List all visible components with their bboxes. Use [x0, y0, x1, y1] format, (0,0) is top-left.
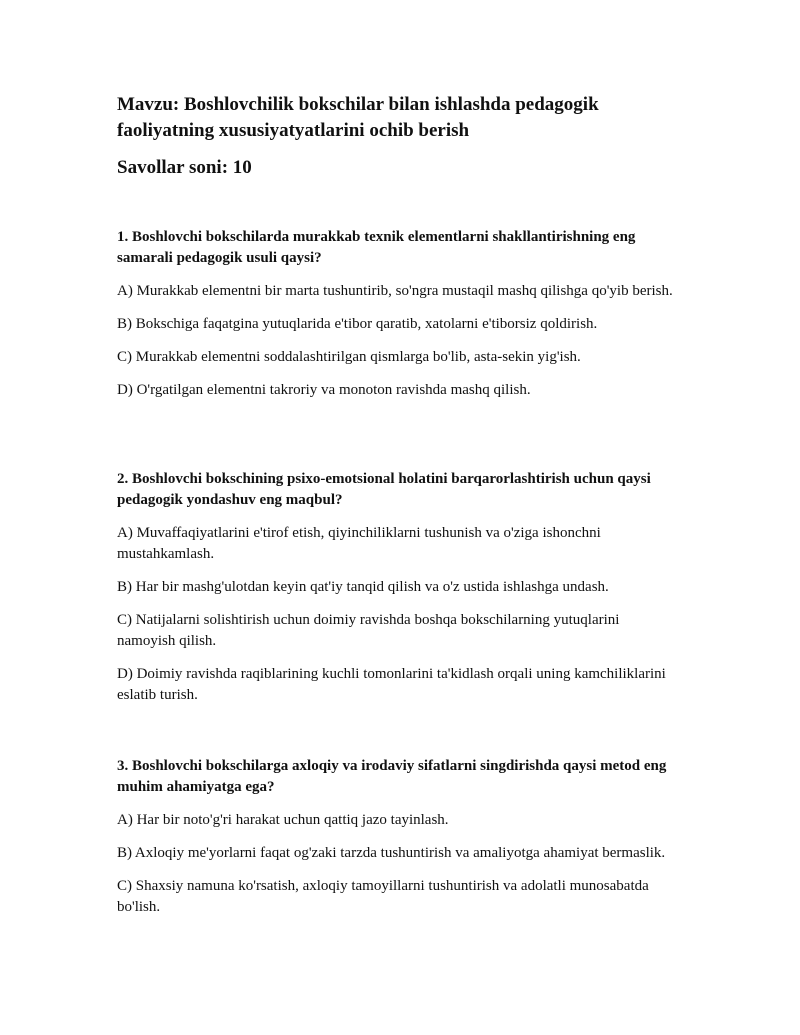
answer-option-b: B) Har bir mashg'ulotdan keyin qat'iy tanqid qilish va o'z ustida ishlashga undash. — [117, 579, 609, 595]
answer-option-a: A) Har bir noto'g'ri harakat uchun qattiq jazo tayinlash. — [117, 812, 449, 828]
answer-option-c: C) Murakkab elementni soddalashtirilgan qismlarga bo'lib, asta-sekin yig'ish. — [117, 349, 581, 365]
question-text: 2. Boshlovchi bokschining psixo-emotsional holatini barqarorlashtirish uchun qaysi pedagogik yondashuv eng maqbul? — [117, 471, 651, 508]
question-count: Savollar soni: 10 — [117, 157, 252, 178]
answer-option-b: B) Bokschiga faqatgina yutuqlarida e'tibor qaratib, xatolarni e'tiborsiz qoldirish. — [117, 316, 598, 332]
document-title: Mavzu: Boshlovchilik bokschilar bilan ishlashda pedagogik faoliyatning xususiyatyatlarini ochib berish — [117, 94, 599, 141]
answer-option-c: C) Natijalarni solishtirish uchun doimiy ravishda boshqa bokschilarning yutuqlarini namoyish qilish. — [117, 612, 620, 649]
answer-option-d: D) Doimiy ravishda raqiblarining kuchli tomonlarini ta'kidlash orqali uning kamchiliklarini eslatib turish. — [117, 666, 666, 703]
question-text: 3. Boshlovchi bokschilarga axloqiy va irodaviy sifatlarni singdirishda qaysi metod eng muhim ahamiyatga ega? — [117, 758, 667, 795]
question-block-3 — [117, 756, 677, 930]
answer-option-a: A) Muvaffaqiyatlarini e'tirof etish, qiyinchiliklarni tushunish va o'ziga ishonchni mustahkamlash. — [117, 525, 601, 562]
answer-option-c: C) Shaxsiy namuna ko'rsatish, axloqiy tamoyillarni tushuntirish va adolatli munosabatda bo'lish. — [117, 878, 649, 915]
answer-option-a: A) Murakkab elementni bir marta tushuntirib, so'ngra mustaqil mashq qilishga qo'yib berish. — [117, 283, 673, 299]
question-block-1 — [117, 227, 677, 413]
question-text: 1. Boshlovchi bokschilarda murakkab texnik elementlarni shakllantirishning eng samarali pedagogik usuli qaysi? — [117, 229, 636, 266]
question-block-2 — [117, 469, 677, 718]
answer-option-b: B) Axloqiy me'yorlarni faqat og'zaki tarzda tushuntirish va amaliyotga ahamiyat bermaslik. — [117, 845, 666, 861]
answer-option-d: D) O'rgatilgan elementni takroriy va monoton ravishda mashq qilish. — [117, 382, 531, 398]
